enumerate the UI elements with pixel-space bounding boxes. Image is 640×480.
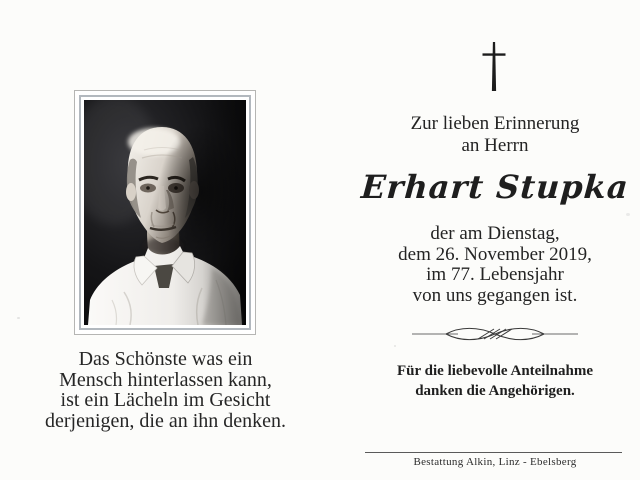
photo-mat xyxy=(79,95,251,330)
cross-icon xyxy=(482,42,506,91)
funeral-home-credit: Bestattung Alkin, Linz - Ebelsberg xyxy=(413,456,577,468)
poem-line: Das Schönste was ein xyxy=(78,348,253,370)
deceased-name: Erhart Stupka xyxy=(359,168,631,206)
scan-speck xyxy=(626,213,630,216)
footer-divider xyxy=(365,452,622,453)
scan-speck xyxy=(17,317,20,319)
thanks-line: danken die Angehörigen. xyxy=(415,383,575,399)
intro-text xyxy=(350,113,640,157)
thanks-line: Für die liebevolle Anteilnahme xyxy=(397,363,593,379)
death-line: dem 26. November 2019, xyxy=(398,243,592,265)
portrait-illustration xyxy=(84,100,246,325)
flourish-divider-icon xyxy=(412,325,578,343)
scan-speck xyxy=(394,345,396,347)
memorial-poem xyxy=(18,349,313,431)
death-line: im 77. Lebensjahr xyxy=(426,264,564,285)
death-line: der am Dienstag, xyxy=(430,223,560,244)
photo-frame xyxy=(74,90,256,335)
death-line: von uns gegangen ist. xyxy=(412,284,578,306)
death-details xyxy=(350,224,640,306)
intro-line: an Herrn xyxy=(461,135,529,156)
poem-line: derjenigen, die an ihn denken. xyxy=(44,409,287,432)
intro-line: Zur lieben Erinnerung xyxy=(410,113,580,134)
poem-line: ist ein Lächeln im Gesicht xyxy=(60,389,271,411)
condolence-thanks xyxy=(350,361,640,401)
portrait-photo xyxy=(84,100,246,325)
poem-line: Mensch hinterlassen kann, xyxy=(59,368,272,391)
